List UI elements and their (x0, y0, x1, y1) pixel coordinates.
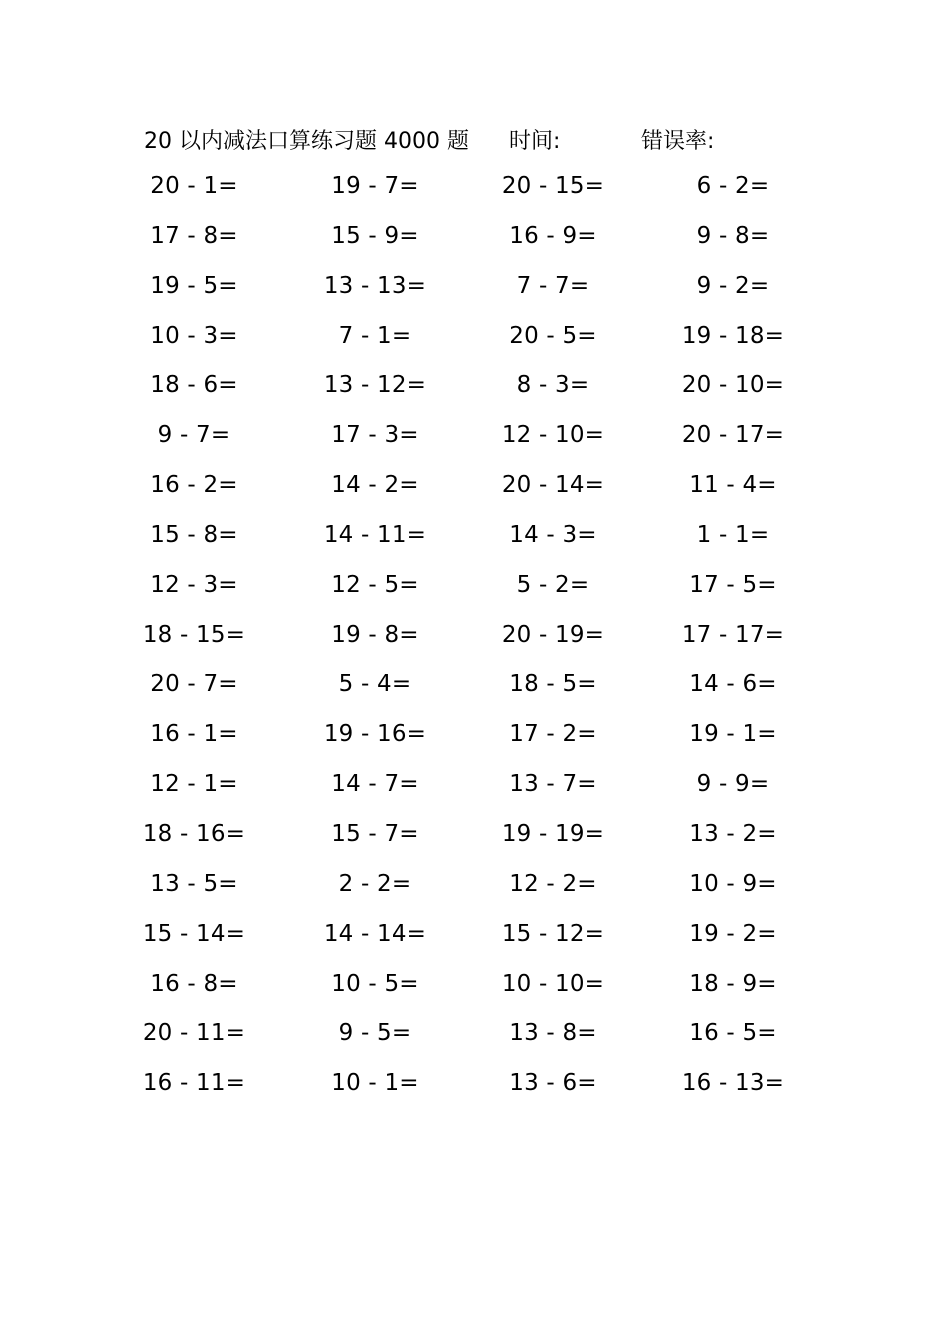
problem-row (0, 1020, 950, 1070)
problem-item: 5 - 2= (516, 571, 590, 598)
problem-item: 14 - 14= (323, 920, 427, 947)
problem-item: 10 - 3= (150, 322, 238, 349)
problem-item: 16 - 13= (681, 1070, 785, 1097)
problem-item: 7 - 7= (516, 272, 590, 299)
problem-item: 17 - 8= (150, 222, 238, 249)
problem-item: 12 - 5= (331, 571, 419, 598)
problem-row (0, 1070, 950, 1120)
problem-item: 12 - 1= (150, 771, 238, 798)
problem-item: 2 - 2= (338, 870, 412, 897)
problem-row (0, 921, 950, 971)
problem-item: 20 - 10= (681, 372, 785, 399)
problem-item: 14 - 6= (689, 671, 777, 698)
problem-item: 13 - 13= (323, 272, 427, 299)
problem-row (0, 173, 950, 223)
problem-item: 18 - 16= (142, 820, 246, 847)
problem-item: 14 - 7= (331, 771, 419, 798)
problem-item: 14 - 11= (323, 521, 427, 548)
worksheet-title: 20 以内减法口算练习题 4000 题 (144, 129, 469, 154)
problem-item: 10 - 10= (501, 970, 605, 997)
problem-item: 19 - 19= (501, 820, 605, 847)
problem-item: 9 - 8= (696, 222, 770, 249)
problem-item: 13 - 2= (689, 820, 777, 847)
problem-item: 10 - 9= (689, 870, 777, 897)
problem-item: 20 - 1= (150, 173, 238, 199)
problem-item: 19 - 18= (681, 322, 785, 349)
problem-item: 9 - 5= (338, 1020, 412, 1047)
problem-row (0, 223, 950, 273)
problem-row (0, 522, 950, 572)
problem-row (0, 821, 950, 871)
problem-item: 18 - 9= (689, 970, 777, 997)
worksheet-header (0, 124, 950, 160)
problem-item: 16 - 1= (150, 721, 238, 748)
problem-item: 18 - 6= (150, 372, 238, 399)
problem-item: 16 - 8= (150, 970, 238, 997)
problem-item: 12 - 3= (150, 571, 238, 598)
problem-row (0, 721, 950, 771)
problem-item: 20 - 19= (501, 621, 605, 648)
problem-item: 19 - 5= (150, 272, 238, 299)
problem-row (0, 871, 950, 921)
problem-item: 6 - 2= (696, 173, 770, 199)
problem-item: 20 - 5= (509, 322, 597, 349)
problem-item: 15 - 12= (501, 920, 605, 947)
problem-item: 13 - 6= (509, 1070, 597, 1097)
problem-row (0, 671, 950, 721)
problem-item: 15 - 8= (150, 521, 238, 548)
problem-item: 13 - 12= (323, 372, 427, 399)
problem-item: 14 - 3= (509, 521, 597, 548)
problem-item: 14 - 2= (331, 472, 419, 499)
problem-item: 19 - 16= (323, 721, 427, 748)
problem-grid (0, 173, 950, 1120)
problem-item: 8 - 3= (516, 372, 590, 399)
problem-row (0, 273, 950, 323)
problem-item: 16 - 5= (689, 1020, 777, 1047)
problem-item: 20 - 14= (501, 472, 605, 499)
problem-item: 19 - 8= (331, 621, 419, 648)
problem-item: 17 - 3= (331, 422, 419, 449)
problem-item: 9 - 9= (696, 771, 770, 798)
problem-item: 9 - 2= (696, 272, 770, 299)
problem-item: 18 - 15= (142, 621, 246, 648)
problem-item: 12 - 2= (509, 870, 597, 897)
problem-row (0, 372, 950, 422)
problem-item: 15 - 14= (142, 920, 246, 947)
problem-row (0, 622, 950, 672)
problem-item: 13 - 8= (509, 1020, 597, 1047)
problem-item: 20 - 17= (681, 422, 785, 449)
problem-item: 5 - 4= (338, 671, 412, 698)
problem-item: 17 - 2= (509, 721, 597, 748)
error-rate-label: 错误率: (641, 129, 715, 154)
problem-item: 19 - 2= (689, 920, 777, 947)
problem-item: 20 - 11= (142, 1020, 246, 1047)
time-label: 时间: (509, 129, 561, 154)
problem-item: 16 - 2= (150, 472, 238, 499)
problem-item: 17 - 17= (681, 621, 785, 648)
problem-row (0, 422, 950, 472)
problem-item: 12 - 10= (501, 422, 605, 449)
problem-item: 13 - 7= (509, 771, 597, 798)
problem-item: 20 - 15= (501, 173, 605, 199)
problem-item: 16 - 11= (142, 1070, 246, 1097)
problem-row (0, 472, 950, 522)
problem-item: 10 - 1= (331, 1070, 419, 1097)
problem-row (0, 323, 950, 373)
problem-item: 15 - 9= (331, 222, 419, 249)
problem-item: 16 - 9= (509, 222, 597, 249)
problem-item: 19 - 7= (331, 173, 419, 199)
problem-item: 11 - 4= (689, 472, 777, 499)
problem-item: 10 - 5= (331, 970, 419, 997)
problem-row (0, 771, 950, 821)
problem-item: 15 - 7= (331, 820, 419, 847)
problem-item: 9 - 7= (157, 422, 231, 449)
problem-row (0, 971, 950, 1021)
problem-item: 20 - 7= (150, 671, 238, 698)
problem-row (0, 572, 950, 622)
problem-item: 18 - 5= (509, 671, 597, 698)
problem-item: 1 - 1= (696, 521, 770, 548)
problem-item: 13 - 5= (150, 870, 238, 897)
problem-item: 17 - 5= (689, 571, 777, 598)
problem-item: 7 - 1= (338, 322, 412, 349)
problem-item: 19 - 1= (689, 721, 777, 748)
